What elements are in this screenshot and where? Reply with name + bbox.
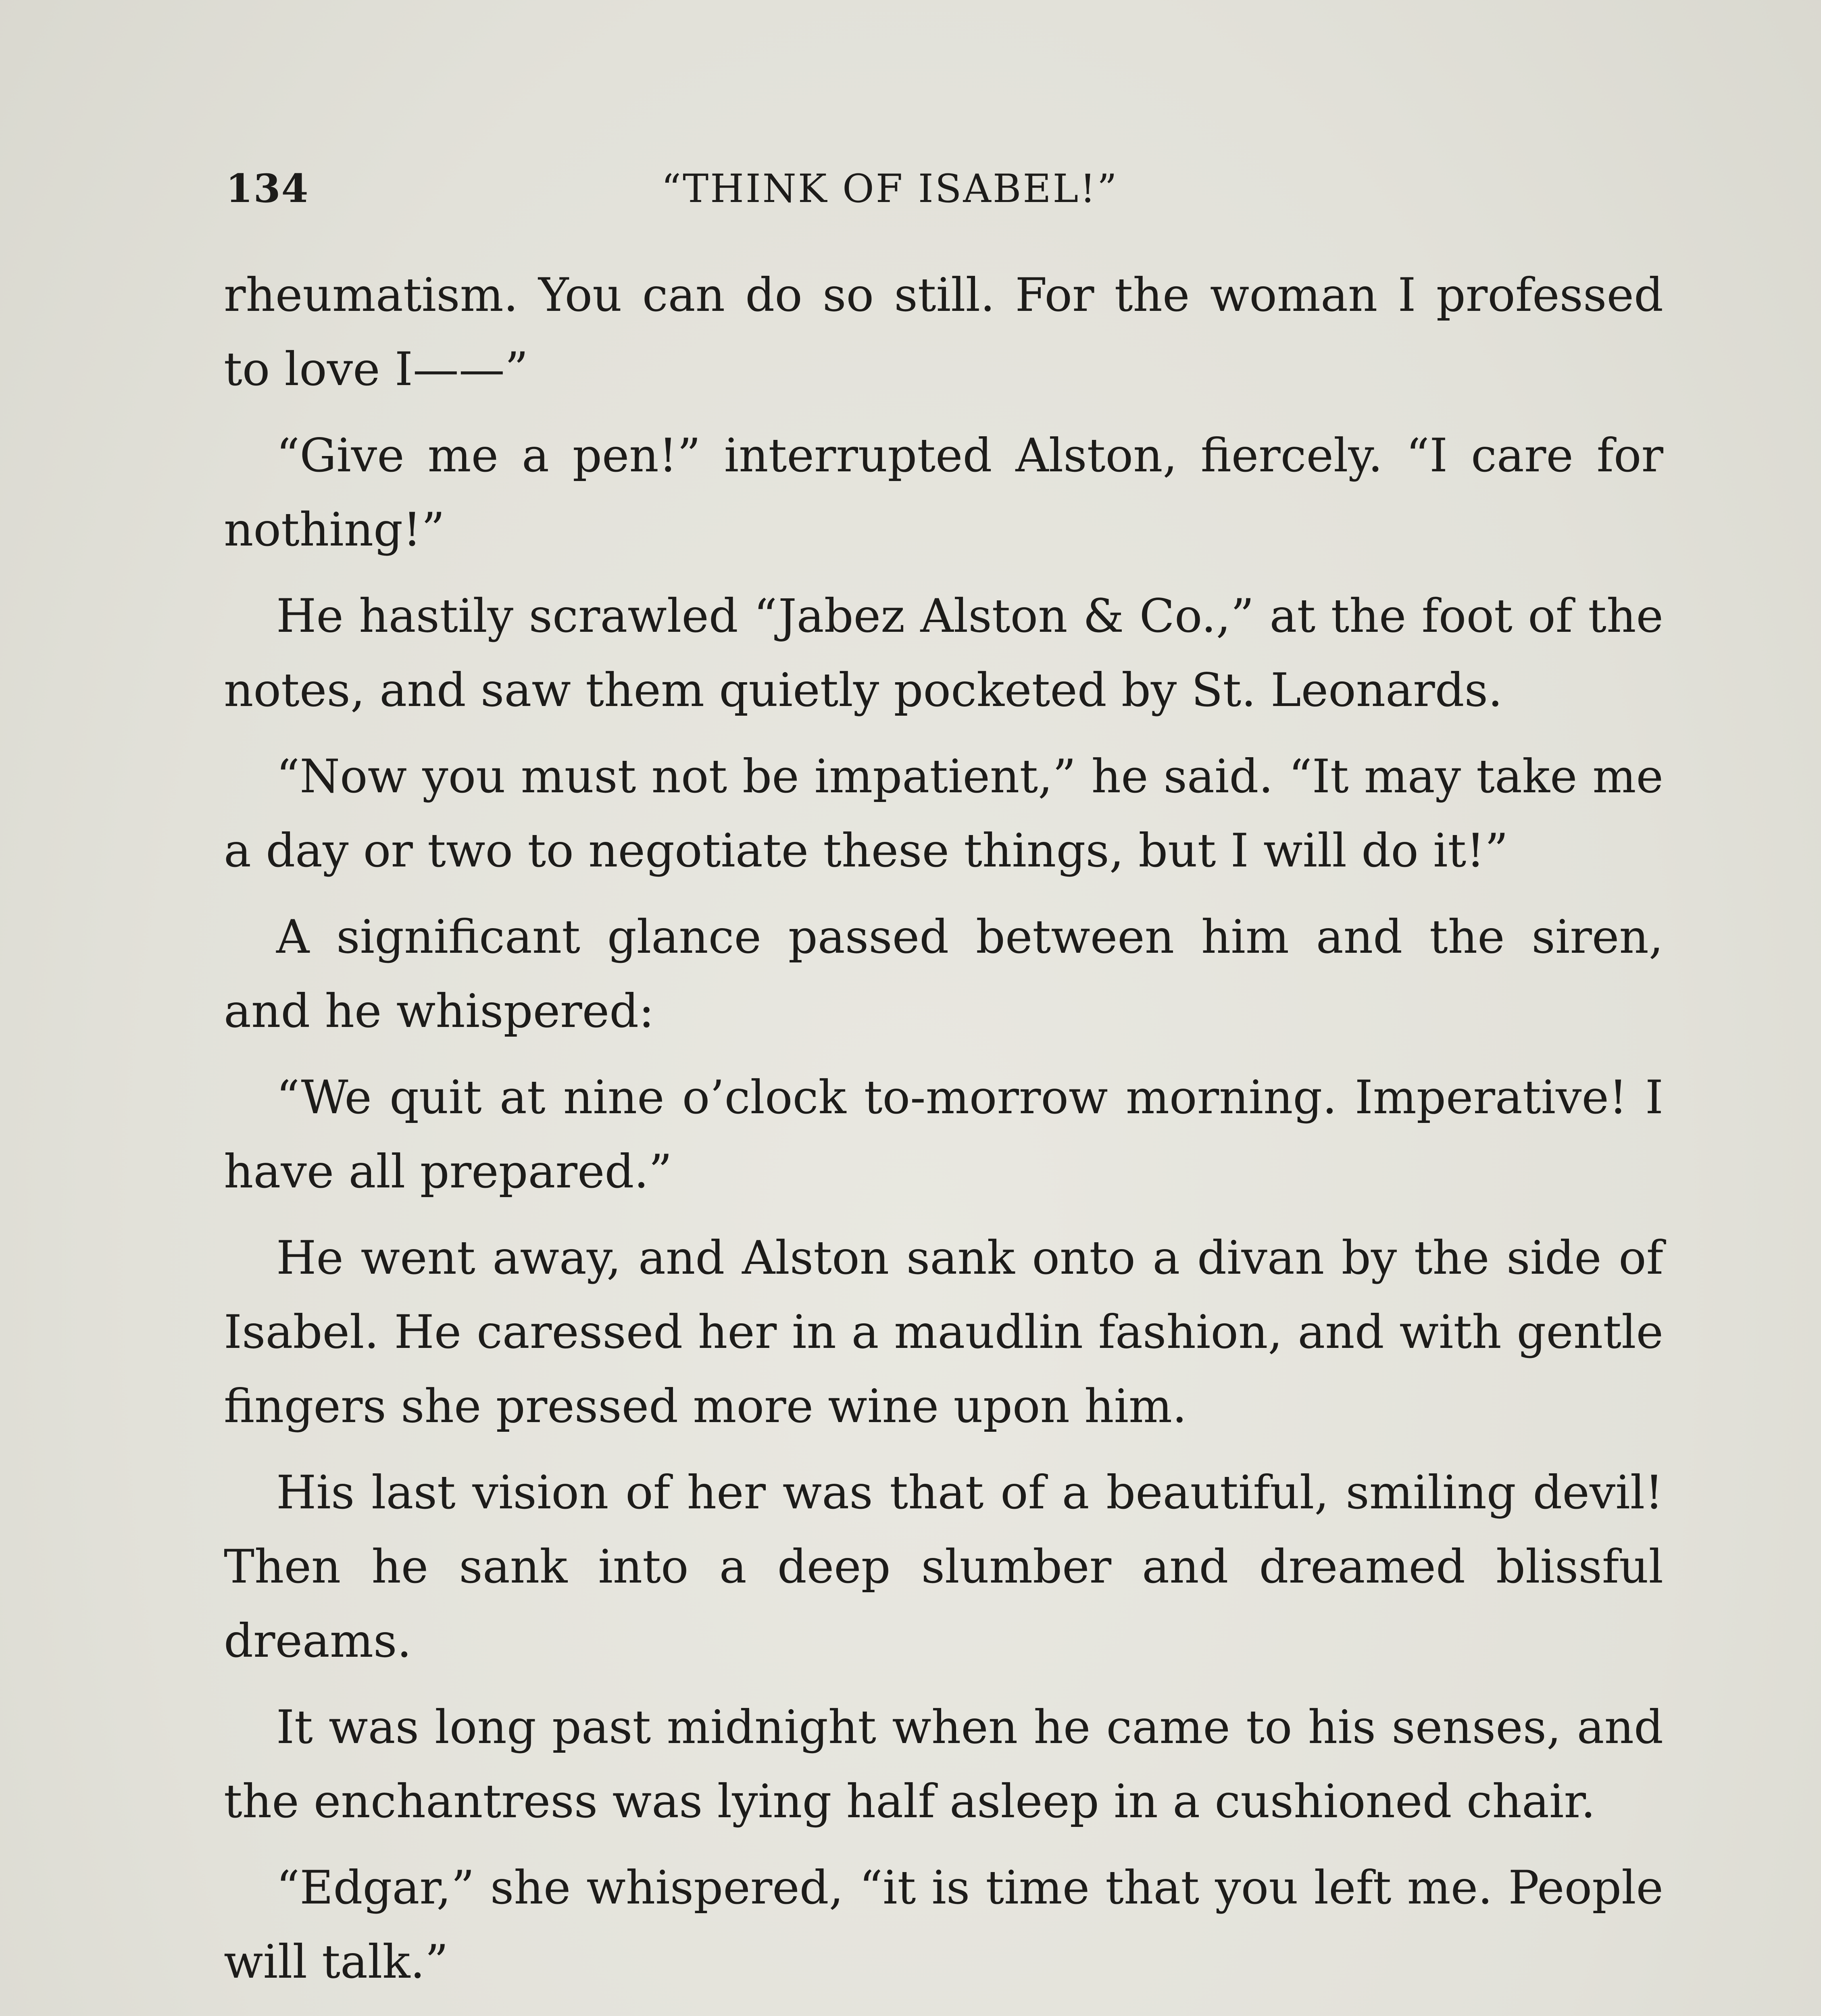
paragraph: rheumatism. You can do so still. For the woman I professed to love I——” [224,268,1663,396]
running-title: “THINK OF ISABEL!” [661,166,1119,211]
paragraph: “Now you must not be impatient,” he said. “It may take me a day or two to negotiate these things, but I will do it!” [224,750,1663,877]
body-text [224,258,1663,2016]
paragraph: It was long past midnight when he came to his senses, and the enchantress was lying half asleep in a cushioned chair. [224,1700,1663,1828]
paragraph: “Edgar,” she whispered, “it is time that you left me. People will talk.” [224,1861,1663,1989]
paragraph [224,2011,1663,2016]
paragraph: A significant glance passed between him and the siren, and he whispered: [224,910,1663,1038]
paragraph: He hastily scrawled “Jabez Alston & Co.,” at the foot of the notes, and saw them quietly pocketed by St. Leonards. [224,589,1663,717]
paragraph: “Give me a pen!” interrupted Alston, fiercely. “I care for nothing!” [224,429,1663,556]
paragraph: He went away, and Alston sank onto a divan by the side of Isabel. He caressed her in a maudlin fashion, and with gentle fingers she pressed more wine upon him. [224,1231,1663,1433]
page-number: 134 [226,166,309,211]
paragraph: “We quit at nine o’clock to-morrow morning. Imperative! I have all prepared.” [224,1070,1663,1198]
paragraph: His last vision of her was that of a beautiful, smiling devil! Then he sank into a deep slumber and dreamed blissful dreams. [224,1466,1663,1668]
